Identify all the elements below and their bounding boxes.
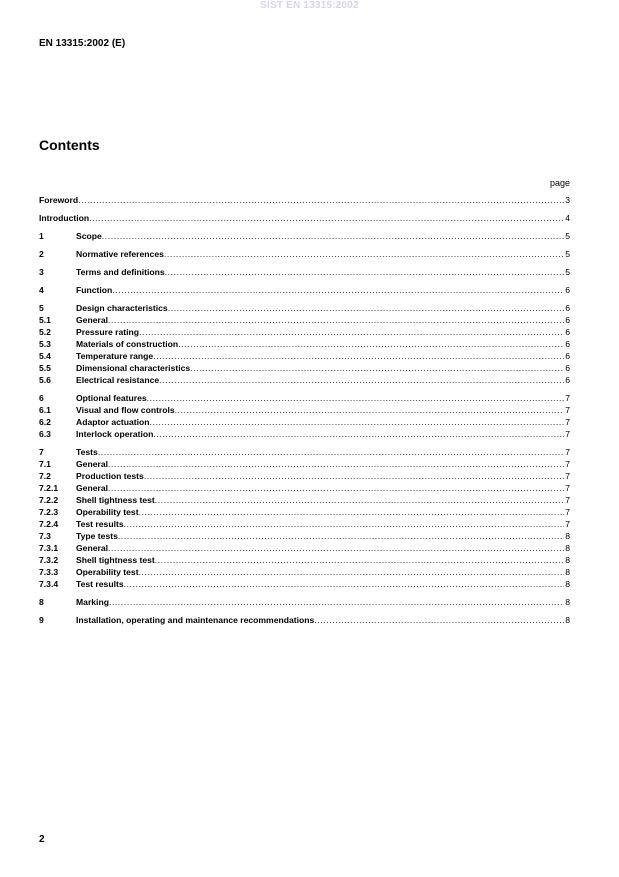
toc-entry-page: 5 (565, 249, 570, 259)
toc-entry-page: 8 (565, 531, 570, 541)
toc-entry-title[interactable]: General (76, 543, 109, 553)
toc-entry-title[interactable]: Marking (76, 597, 109, 607)
toc-entry-number: 1 (39, 231, 44, 241)
toc-entry-title[interactable]: Shell tightness test (76, 495, 155, 505)
toc-entry-number: 3 (39, 267, 44, 277)
toc-entry[interactable] (39, 416, 570, 428)
toc-entry-page: 8 (565, 567, 570, 577)
toc-entry-number: 6 (39, 393, 44, 403)
toc-entry-page: 5 (565, 231, 570, 241)
toc-entry-number: 7 (39, 447, 44, 457)
toc-entry-page: 8 (565, 555, 570, 565)
toc-dot-leader (150, 416, 565, 428)
toc-entry-title[interactable]: Visual and flow controls (76, 405, 175, 415)
toc-dot-leader (155, 494, 564, 506)
page-number: 2 (39, 834, 45, 845)
toc-entry-title[interactable]: Terms and definitions (76, 267, 165, 277)
toc-dot-leader (109, 596, 564, 608)
toc-entry-title[interactable]: Optional features (76, 393, 147, 403)
toc-entry[interactable] (39, 596, 570, 608)
toc-entry[interactable] (39, 530, 570, 542)
toc-entry[interactable] (39, 506, 570, 518)
toc-entry-title[interactable]: General (76, 315, 109, 325)
toc-dot-leader (108, 542, 564, 554)
toc-entry-title[interactable]: Function (76, 285, 113, 295)
toc-entry[interactable] (39, 302, 570, 314)
toc-entry-number: 5.5 (39, 363, 51, 373)
toc-dot-leader (78, 194, 564, 206)
toc-entry-page: 6 (565, 339, 570, 349)
toc-entry[interactable] (39, 194, 570, 206)
toc-entry[interactable] (39, 374, 570, 386)
toc-entry[interactable] (39, 566, 570, 578)
toc-entry-page: 7 (565, 447, 570, 457)
page-column-label: page (549, 178, 570, 188)
toc-entry-page: 6 (565, 315, 570, 325)
toc-entry-page: 7 (565, 507, 570, 517)
toc-entry-page: 7 (565, 471, 570, 481)
toc-entry[interactable] (39, 362, 570, 374)
toc-entry-page: 7 (565, 495, 570, 505)
toc-entry[interactable] (39, 212, 570, 224)
toc-dot-leader (153, 350, 564, 362)
toc-entry-title[interactable]: Operability test (76, 567, 139, 577)
toc-entry-number: 6.2 (39, 417, 51, 427)
toc-entry-title[interactable]: Installation, operating and maintenance recommendations (76, 615, 315, 625)
toc-entry-title[interactable]: General (76, 483, 109, 493)
toc-entry-page: 7 (565, 459, 570, 469)
toc-entry-page: 8 (565, 597, 570, 607)
toc-entry-page: 6 (565, 351, 570, 361)
toc-dot-leader (164, 248, 564, 260)
toc-entry-number: 5.1 (39, 315, 51, 325)
toc-entry[interactable] (39, 350, 570, 362)
toc-entry-number: 2 (39, 249, 44, 259)
toc-dot-leader (314, 614, 564, 626)
toc-entry[interactable] (39, 470, 570, 482)
toc-entry-number: 7.3 (39, 531, 51, 541)
toc-entry[interactable] (39, 248, 570, 260)
toc-dot-leader (124, 518, 565, 530)
toc-entry-page: 6 (565, 303, 570, 313)
toc-entry-number: 6.1 (39, 405, 51, 415)
contents-title: Contents (39, 137, 100, 153)
toc-dot-leader (190, 362, 564, 374)
toc-entry-title[interactable]: Test results (76, 579, 124, 589)
toc-entry[interactable] (39, 404, 570, 416)
toc-entry-page: 6 (565, 285, 570, 295)
toc-entry-number: 7.3.3 (39, 567, 59, 577)
toc-dot-leader (108, 482, 564, 494)
toc-dot-leader (102, 230, 564, 242)
toc-entry-title[interactable]: Introduction (39, 213, 90, 223)
toc-entry-page: 8 (565, 543, 570, 553)
toc-entry-title[interactable]: Normative references (76, 249, 164, 259)
toc-entry-title[interactable]: Type tests (76, 531, 118, 541)
toc-entry-page: 7 (565, 519, 570, 529)
toc-entry[interactable] (39, 446, 570, 458)
toc-entry-title[interactable]: Production tests (76, 471, 144, 481)
toc-entry[interactable] (39, 230, 570, 242)
toc-entry-title[interactable]: Tests (76, 447, 98, 457)
toc-entry-page: 7 (565, 429, 570, 439)
toc-dot-leader (139, 506, 565, 518)
toc-entry-title[interactable]: Test results (76, 519, 124, 529)
toc-entry[interactable] (39, 542, 570, 554)
toc-entry-page: 7 (565, 417, 570, 427)
toc-dot-leader (139, 566, 565, 578)
toc-entry-number: 7.3.4 (39, 579, 59, 589)
toc-entry[interactable] (39, 494, 570, 506)
toc-entry-number: 8 (39, 597, 44, 607)
toc-dot-leader (108, 314, 564, 326)
toc-entry-title[interactable]: Scope (76, 231, 102, 241)
toc-entry[interactable] (39, 482, 570, 494)
toc-entry-title[interactable]: Temperature range (76, 351, 154, 361)
toc-dot-leader (98, 446, 564, 458)
toc-entry[interactable] (39, 614, 570, 626)
toc-entry[interactable] (39, 578, 570, 590)
toc-entry-number: 4 (39, 285, 44, 295)
toc-dot-leader (168, 302, 565, 314)
toc-entry-page: 7 (565, 405, 570, 415)
toc-entry-title[interactable]: Foreword (39, 195, 79, 205)
table-of-contents (39, 194, 570, 626)
toc-dot-leader (144, 470, 564, 482)
toc-dot-leader (165, 266, 565, 278)
toc-entry-number: 5.6 (39, 375, 51, 385)
toc-entry[interactable] (39, 284, 570, 296)
toc-entry-page: 5 (565, 267, 570, 277)
toc-entry-number: 7.2 (39, 471, 51, 481)
toc-entry-page: 6 (565, 363, 570, 373)
toc-entry-number: 5.4 (39, 351, 51, 361)
toc-entry-page: 7 (565, 393, 570, 403)
toc-entry-number: 6.3 (39, 429, 51, 439)
toc-entry-number: 5.3 (39, 339, 51, 349)
toc-dot-leader (155, 554, 564, 566)
toc-entry-number: 7.2.4 (39, 519, 59, 529)
toc-dot-leader (124, 578, 565, 590)
toc-entry-page: 3 (565, 195, 570, 205)
toc-entry-title[interactable]: Adaptor actuation (76, 417, 150, 427)
toc-entry[interactable] (39, 428, 570, 440)
toc-dot-leader (108, 458, 564, 470)
toc-dot-leader (178, 338, 564, 350)
toc-dot-leader (118, 530, 564, 542)
toc-dot-leader (112, 284, 564, 296)
toc-entry-page: 8 (565, 579, 570, 589)
toc-entry-number: 5.2 (39, 327, 51, 337)
toc-entry-title[interactable]: Pressure rating (76, 327, 140, 337)
toc-entry-number: 5 (39, 303, 44, 313)
toc-entry[interactable] (39, 392, 570, 404)
toc-dot-leader (147, 392, 565, 404)
toc-entry-title[interactable]: General (76, 459, 109, 469)
toc-entry[interactable] (39, 518, 570, 530)
toc-dot-leader (89, 212, 564, 224)
toc-entry[interactable] (39, 458, 570, 470)
toc-entry-title[interactable]: Shell tightness test (76, 555, 155, 565)
watermark: SIST EN 13315:2002 (260, 0, 359, 11)
toc-dot-leader (153, 428, 564, 440)
toc-entry-title[interactable]: Operability test (76, 507, 139, 517)
toc-entry[interactable] (39, 326, 570, 338)
toc-dot-leader (175, 404, 565, 416)
toc-dot-leader (159, 374, 564, 386)
toc-entry-number: 7.3.1 (39, 543, 59, 553)
toc-entry-page: 6 (565, 375, 570, 385)
toc-entry-number: 7.3.2 (39, 555, 59, 565)
toc-entry-title[interactable]: Electrical resistance (76, 375, 160, 385)
toc-entry-page: 7 (565, 483, 570, 493)
toc-entry-number: 7.2.3 (39, 507, 59, 517)
toc-entry-page: 8 (565, 615, 570, 625)
toc-entry[interactable] (39, 266, 570, 278)
toc-entry-title[interactable]: Design characteristics (76, 303, 168, 313)
toc-entry-number: 7.2.2 (39, 495, 59, 505)
toc-entry-number: 7.2.1 (39, 483, 59, 493)
toc-entry-title[interactable]: Materials of construction (76, 339, 179, 349)
toc-dot-leader (139, 326, 564, 338)
toc-entry[interactable] (39, 338, 570, 350)
toc-entry-title[interactable]: Dimensional characteristics (76, 363, 191, 373)
toc-entry-number: 9 (39, 615, 44, 625)
toc-entry[interactable] (39, 554, 570, 566)
toc-entry-number: 7.1 (39, 459, 51, 469)
toc-entry-page: 6 (565, 327, 570, 337)
document-header: EN 13315:2002 (E) (39, 38, 126, 49)
toc-entry[interactable] (39, 314, 570, 326)
toc-entry-page: 4 (565, 213, 570, 223)
toc-entry-title[interactable]: Interlock operation (76, 429, 154, 439)
